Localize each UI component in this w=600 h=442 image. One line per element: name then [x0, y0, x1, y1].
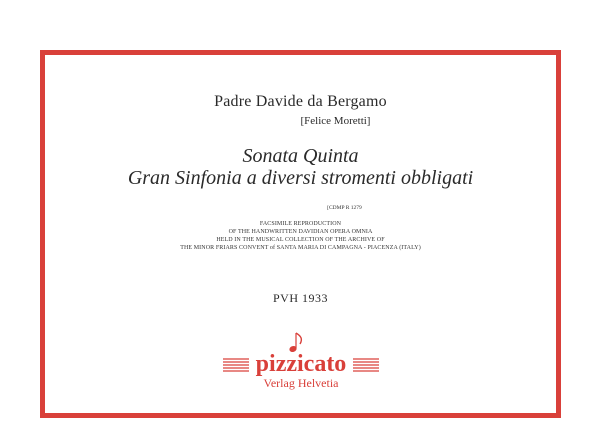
eighth-note-icon [289, 333, 301, 352]
title-page-content [45, 55, 556, 413]
pizzicato-logo-svg [219, 329, 383, 393]
facsimile-line: THE MINOR FRIARS CONVENT of SANTA MARIA DI CAMPAGNA - PIACENZA (ITALY) [180, 245, 421, 251]
logo-sub-text: Verlag Helvetia [263, 376, 339, 390]
facsimile-line: FACSIMILE REPRODUCTION [259, 221, 342, 227]
work-subtitle: Gran Sinfonia a diversi stromenti obbligati [127, 167, 474, 189]
facsimile-note [45, 220, 556, 252]
composer-name: Padre Davide da Bergamo [214, 93, 387, 110]
work-title: Sonata Quinta [242, 145, 359, 167]
title-page-frame [40, 50, 561, 418]
facsimile-line: OF THE HANDWRITTEN DAVIDIAN OPERA OMNIA [228, 229, 373, 235]
facsimile-line: HELD IN THE MUSICAL COLLECTION OF THE ARCHIVE OF [216, 237, 385, 243]
pizzicato-logo [219, 329, 383, 393]
publisher-code: PVH 1933 [272, 291, 328, 305]
catalog-reference: [CDMP R 1279 [327, 205, 362, 211]
logo-brand-text: pizzicato [255, 351, 347, 377]
composer-alias: [Felice Moretti] [300, 115, 371, 127]
